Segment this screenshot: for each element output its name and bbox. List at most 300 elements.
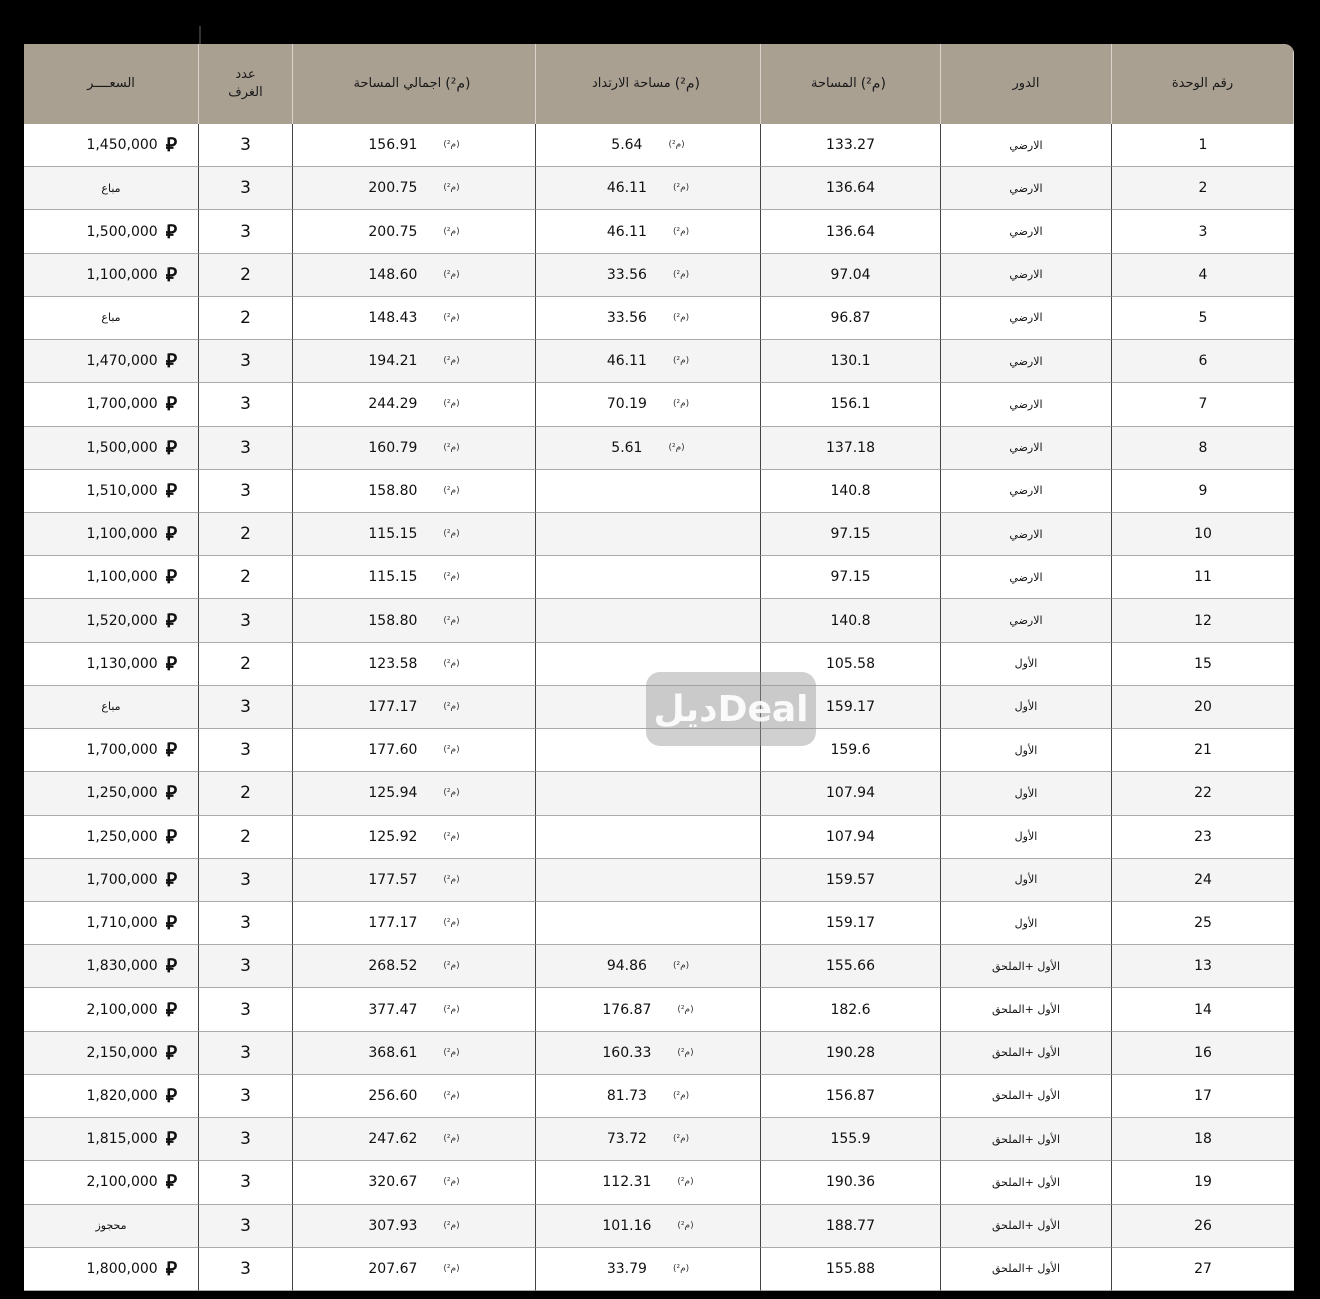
total-area-cell <box>293 686 536 729</box>
total-area-cell <box>293 1161 536 1204</box>
total-area-cell <box>293 210 536 253</box>
unit-number: 16 <box>1194 1044 1212 1061</box>
rooms-count: 3 <box>240 1258 251 1279</box>
floor-cell <box>941 1118 1112 1161</box>
unit-number-cell <box>1112 210 1294 253</box>
area-value: 155.9 <box>830 1131 871 1148</box>
sqm-unit-label: (م²) <box>672 183 690 194</box>
rooms-cell <box>199 210 293 253</box>
rooms-count: 3 <box>240 1129 251 1150</box>
rooms-count: 3 <box>240 1215 251 1236</box>
unit-number: 12 <box>1194 612 1212 629</box>
total-area-value: 158.80 <box>368 482 418 499</box>
total-area-value: 156.91 <box>368 137 418 154</box>
area-value: 159.17 <box>826 698 875 715</box>
price-cell <box>24 1032 199 1075</box>
setback-area-value: 5.64 <box>611 137 643 154</box>
total-area-cell <box>293 470 536 513</box>
rooms-cell <box>199 1075 293 1118</box>
sqm-unit-label: (م²) <box>672 399 690 410</box>
rooms-count: 2 <box>240 524 251 545</box>
setback-area-cell <box>536 1161 761 1204</box>
floor-cell <box>941 988 1112 1031</box>
riyal-icon: ⃁ <box>165 263 176 286</box>
unit-number: 22 <box>1194 785 1212 802</box>
header-rooms: عدد الغرف <box>199 44 293 124</box>
price-cell <box>24 254 199 297</box>
area-value: 97.15 <box>830 569 871 586</box>
price-value: 1,520,000 <box>86 612 158 629</box>
price-cell <box>24 772 199 815</box>
unit-number-cell <box>1112 643 1294 686</box>
floor-cell <box>941 902 1112 945</box>
unit-number: 6 <box>1198 353 1208 370</box>
area-cell <box>761 816 941 859</box>
floor-name: الأول +الملحق <box>991 1262 1061 1276</box>
floor-name: الارضي <box>1009 225 1043 239</box>
area-value: 156.1 <box>830 396 871 413</box>
total-area-value: 268.52 <box>368 958 418 975</box>
area-value: 156.87 <box>826 1087 875 1104</box>
total-area-value: 160.79 <box>368 439 418 456</box>
unit-number-cell <box>1112 556 1294 599</box>
sqm-unit-label: (م²) <box>443 1177 460 1188</box>
floor-name: الأول +الملحق <box>991 1132 1061 1146</box>
price-value: 1,710,000 <box>86 915 158 932</box>
rooms-cell <box>199 945 293 988</box>
total-area-value: 194.21 <box>368 353 418 370</box>
total-area-cell <box>293 254 536 297</box>
setback-area-value: 46.11 <box>606 180 647 197</box>
floor-cell <box>941 210 1112 253</box>
floor-name: الأول +الملحق <box>991 1089 1061 1103</box>
rooms-cell <box>199 556 293 599</box>
floor-name: الارضي <box>1009 138 1043 152</box>
sqm-unit-label: (م²) <box>443 615 460 626</box>
unit-number: 19 <box>1194 1174 1212 1191</box>
floor-cell <box>941 643 1112 686</box>
unit-number-cell <box>1112 686 1294 729</box>
price-value: 1,700,000 <box>86 396 158 413</box>
rooms-cell <box>199 1248 293 1291</box>
area-value: 130.1 <box>830 353 871 370</box>
setback-area-value: 81.73 <box>606 1087 647 1104</box>
setback-area-cell <box>536 556 761 599</box>
header-setback-area: مساحة الارتداد (م²) <box>536 44 761 124</box>
price-cell <box>24 167 199 210</box>
total-area-value: 177.57 <box>368 871 418 888</box>
floor-name: الأول +الملحق <box>991 1175 1061 1189</box>
floor-cell <box>941 1075 1112 1118</box>
setback-area-cell <box>536 167 761 210</box>
rooms-count: 3 <box>240 740 251 761</box>
unit-number-cell <box>1112 902 1294 945</box>
price-value: 1,800,000 <box>86 1260 158 1277</box>
rooms-cell <box>199 816 293 859</box>
setback-area-cell <box>536 383 761 426</box>
riyal-icon: ⃁ <box>165 350 176 373</box>
price-cell <box>24 686 199 729</box>
sqm-unit-label: (م²) <box>443 356 460 367</box>
unit-number: 8 <box>1198 439 1208 456</box>
rooms-count: 2 <box>240 567 251 588</box>
sqm-unit-label: (م²) <box>677 1047 694 1058</box>
price-value: 1,100,000 <box>86 266 158 283</box>
area-value: 188.77 <box>826 1217 875 1234</box>
area-value: 136.64 <box>826 223 875 240</box>
sqm-unit-label: (م²) <box>668 442 685 453</box>
unit-number: 21 <box>1194 742 1212 759</box>
area-cell <box>761 1032 941 1075</box>
floor-name: الارضي <box>1009 354 1043 368</box>
floor-cell <box>941 383 1112 426</box>
area-cell <box>761 427 941 470</box>
total-area-value: 368.61 <box>368 1044 418 1061</box>
area-value: 105.58 <box>826 655 875 672</box>
total-area-value: 115.15 <box>368 526 418 543</box>
unit-number-cell <box>1112 1248 1294 1291</box>
floor-cell <box>941 599 1112 642</box>
price-cell <box>24 556 199 599</box>
unit-number: 13 <box>1194 958 1212 975</box>
area-cell <box>761 124 941 167</box>
unit-number: 25 <box>1194 915 1212 932</box>
riyal-icon: ⃁ <box>165 1041 176 1064</box>
setback-area-cell <box>536 945 761 988</box>
total-area-value: 307.93 <box>368 1217 418 1234</box>
price-value: 1,450,000 <box>86 137 158 154</box>
floor-name: الارضي <box>1009 397 1043 411</box>
area-cell <box>761 988 941 1031</box>
price-table-page <box>24 44 1294 1291</box>
price-value: 2,150,000 <box>86 1044 158 1061</box>
rooms-cell <box>199 1205 293 1248</box>
rooms-cell <box>199 124 293 167</box>
floor-name: الأول +الملحق <box>991 1046 1061 1060</box>
area-cell <box>761 859 941 902</box>
area-cell <box>761 599 941 642</box>
area-value: 140.8 <box>830 612 871 629</box>
rooms-cell <box>199 988 293 1031</box>
area-cell <box>761 1161 941 1204</box>
price-value: 1,500,000 <box>86 439 158 456</box>
floor-name: الارضي <box>1009 614 1043 628</box>
area-value: 140.8 <box>830 482 871 499</box>
rooms-cell <box>199 297 293 340</box>
rooms-count: 3 <box>240 956 251 977</box>
rooms-cell <box>199 1032 293 1075</box>
setback-area-value: 94.86 <box>606 958 647 975</box>
riyal-icon: ⃁ <box>165 609 176 632</box>
rooms-count: 2 <box>240 653 251 674</box>
total-area-cell <box>293 513 536 556</box>
rooms-cell <box>199 1118 293 1161</box>
setback-area-value: 33.56 <box>606 309 647 326</box>
unit-number: 15 <box>1194 655 1212 672</box>
sqm-unit-label: (م²) <box>677 1220 694 1231</box>
rooms-count: 3 <box>240 999 251 1020</box>
riyal-icon: ⃁ <box>165 479 176 502</box>
sqm-unit-label: (م²) <box>672 1090 690 1101</box>
sqm-unit-label: (م²) <box>443 312 460 323</box>
riyal-icon: ⃁ <box>165 393 176 416</box>
total-area-value: 320.67 <box>368 1174 418 1191</box>
unit-number-cell <box>1112 340 1294 383</box>
price-cell <box>24 1205 199 1248</box>
rooms-count: 2 <box>240 826 251 847</box>
unit-number: 2 <box>1198 180 1208 197</box>
setback-area-cell <box>536 1205 761 1248</box>
area-cell <box>761 556 941 599</box>
area-value: 97.15 <box>830 526 871 543</box>
sqm-unit-label: (م²) <box>672 1134 690 1145</box>
setback-area-cell <box>536 340 761 383</box>
unit-number-cell <box>1112 124 1294 167</box>
total-area-cell <box>293 729 536 772</box>
riyal-icon: ⃁ <box>165 1084 176 1107</box>
riyal-icon: ⃁ <box>165 220 176 243</box>
sqm-unit-label: (م²) <box>443 1220 460 1231</box>
rooms-count: 3 <box>240 869 251 890</box>
sqm-unit-label: (م²) <box>443 788 460 799</box>
total-area-cell <box>293 340 536 383</box>
rooms-count: 3 <box>240 437 251 458</box>
price-value: 1,700,000 <box>86 742 158 759</box>
sqm-unit-label: (م²) <box>668 140 685 151</box>
area-cell <box>761 1075 941 1118</box>
setback-area-value: 46.11 <box>606 353 647 370</box>
total-area-cell <box>293 167 536 210</box>
sqm-unit-label: (م²) <box>443 918 460 929</box>
rooms-cell <box>199 254 293 297</box>
floor-cell <box>941 1032 1112 1075</box>
price-cell <box>24 729 199 772</box>
total-area-cell <box>293 1032 536 1075</box>
total-area-cell <box>293 556 536 599</box>
floor-name: الارضي <box>1009 441 1043 455</box>
sqm-unit-label: (م²) <box>672 312 690 323</box>
rooms-count: 3 <box>240 1085 251 1106</box>
sqm-unit-label: (م²) <box>443 701 460 712</box>
price-cell <box>24 470 199 513</box>
floor-cell <box>941 1205 1112 1248</box>
area-cell <box>761 1118 941 1161</box>
total-area-cell <box>293 1248 536 1291</box>
unit-number: 23 <box>1194 828 1212 845</box>
unit-number: 20 <box>1194 698 1212 715</box>
price-cell <box>24 427 199 470</box>
unit-number-cell <box>1112 167 1294 210</box>
sqm-unit-label: (م²) <box>443 1047 460 1058</box>
total-area-value: 148.43 <box>368 309 418 326</box>
setback-area-value: 5.61 <box>611 439 643 456</box>
price-cell <box>24 988 199 1031</box>
total-area-cell <box>293 1118 536 1161</box>
unit-number: 5 <box>1198 309 1208 326</box>
unit-number: 7 <box>1198 396 1208 413</box>
price-cell <box>24 1118 199 1161</box>
riyal-icon: ⃁ <box>165 1171 176 1194</box>
total-area-value: 377.47 <box>368 1001 418 1018</box>
rooms-count: 3 <box>240 178 251 199</box>
deal-watermark-logo: ديلDeal <box>646 672 816 746</box>
total-area-value: 247.62 <box>368 1131 418 1148</box>
riyal-icon: ⃁ <box>165 566 176 589</box>
unit-number: 1 <box>1198 137 1208 154</box>
total-area-cell <box>293 297 536 340</box>
riyal-icon: ⃁ <box>165 868 176 891</box>
total-area-value: 256.60 <box>368 1087 418 1104</box>
sqm-unit-label: (م²) <box>443 226 460 237</box>
unit-number: 4 <box>1198 266 1208 283</box>
unit-number: 24 <box>1194 871 1212 888</box>
total-area-cell <box>293 599 536 642</box>
area-cell <box>761 210 941 253</box>
setback-area-cell <box>536 1075 761 1118</box>
sqm-unit-label: (م²) <box>443 1263 460 1274</box>
price-value: 1,500,000 <box>86 223 158 240</box>
area-cell <box>761 470 941 513</box>
floor-cell <box>941 945 1112 988</box>
area-value: 159.57 <box>826 871 875 888</box>
area-cell <box>761 340 941 383</box>
unit-number: 14 <box>1194 1001 1212 1018</box>
price-value: 1,815,000 <box>86 1131 158 1148</box>
total-area-value: 207.67 <box>368 1260 418 1277</box>
total-area-value: 123.58 <box>368 655 418 672</box>
price-value: 1,470,000 <box>86 353 158 370</box>
unit-number-cell <box>1112 1161 1294 1204</box>
rooms-count: 3 <box>240 1172 251 1193</box>
sqm-unit-label: (م²) <box>443 1004 460 1015</box>
area-value: 155.66 <box>826 958 875 975</box>
sqm-unit-label: (م²) <box>443 1134 460 1145</box>
floor-name: الأول <box>1014 873 1038 887</box>
floor-cell <box>941 254 1112 297</box>
unit-number: 11 <box>1194 569 1212 586</box>
area-value: 190.28 <box>826 1044 875 1061</box>
unit-number-cell <box>1112 599 1294 642</box>
header-floor: الدور <box>941 44 1112 124</box>
setback-area-cell <box>536 772 761 815</box>
riyal-icon: ⃁ <box>165 739 176 762</box>
setback-area-cell <box>536 1248 761 1291</box>
total-area-cell <box>293 772 536 815</box>
riyal-icon: ⃁ <box>165 912 176 935</box>
floor-name: الأول <box>1014 700 1038 714</box>
rooms-count: 3 <box>240 394 251 415</box>
price-cell <box>24 902 199 945</box>
unit-number-cell <box>1112 427 1294 470</box>
area-cell <box>761 1248 941 1291</box>
area-cell <box>761 1205 941 1248</box>
rooms-cell <box>199 729 293 772</box>
unit-number: 10 <box>1194 526 1212 543</box>
setback-area-cell <box>536 427 761 470</box>
setback-area-cell <box>536 599 761 642</box>
floor-name: الارضي <box>1009 527 1043 541</box>
total-area-value: 244.29 <box>368 396 418 413</box>
area-cell <box>761 167 941 210</box>
sqm-unit-label: (م²) <box>672 1263 690 1274</box>
riyal-icon: ⃁ <box>165 998 176 1021</box>
area-cell <box>761 772 941 815</box>
floor-cell <box>941 859 1112 902</box>
rooms-cell <box>199 383 293 426</box>
floor-cell <box>941 470 1112 513</box>
rooms-count: 3 <box>240 135 251 156</box>
sqm-unit-label: (م²) <box>672 226 690 237</box>
unit-number-cell <box>1112 470 1294 513</box>
floor-cell <box>941 124 1112 167</box>
area-value: 159.17 <box>826 915 875 932</box>
area-value: 137.18 <box>826 439 875 456</box>
rooms-count: 3 <box>240 351 251 372</box>
sqm-unit-label: (م²) <box>443 658 460 669</box>
sqm-unit-label: (م²) <box>443 183 460 194</box>
area-value: 155.88 <box>826 1260 875 1277</box>
price-value: 1,830,000 <box>86 958 158 975</box>
total-area-cell <box>293 643 536 686</box>
total-area-cell <box>293 859 536 902</box>
total-area-cell <box>293 816 536 859</box>
total-area-value: 115.15 <box>368 569 418 586</box>
area-value: 133.27 <box>826 137 875 154</box>
rooms-count: 2 <box>240 783 251 804</box>
floor-cell <box>941 729 1112 772</box>
unit-number-cell <box>1112 945 1294 988</box>
floor-name: الأول <box>1014 657 1038 671</box>
riyal-icon: ⃁ <box>165 782 176 805</box>
setback-area-value: 33.56 <box>606 266 647 283</box>
floor-cell <box>941 1248 1112 1291</box>
total-area-cell <box>293 1205 536 1248</box>
sqm-unit-label: (م²) <box>672 961 690 972</box>
riyal-icon: ⃁ <box>165 652 176 675</box>
total-area-cell <box>293 902 536 945</box>
unit-number: 18 <box>1194 1131 1212 1148</box>
rooms-count: 3 <box>240 610 251 631</box>
rooms-count: 3 <box>240 1042 251 1063</box>
setback-area-value: 176.87 <box>602 1001 652 1018</box>
area-cell <box>761 383 941 426</box>
setback-area-cell <box>536 988 761 1031</box>
price-value: 2,100,000 <box>86 1001 158 1018</box>
total-area-cell <box>293 383 536 426</box>
area-cell <box>761 254 941 297</box>
setback-area-value: 70.19 <box>606 396 647 413</box>
unit-status: مباع <box>101 181 121 195</box>
sqm-unit-label: (م²) <box>677 1177 694 1188</box>
setback-area-cell <box>536 254 761 297</box>
setback-area-value: 101.16 <box>602 1217 652 1234</box>
area-cell <box>761 902 941 945</box>
sqm-unit-label: (م²) <box>443 874 460 885</box>
total-area-value: 200.75 <box>368 180 418 197</box>
riyal-icon: ⃁ <box>165 955 176 978</box>
rooms-count: 3 <box>240 221 251 242</box>
sqm-unit-label: (م²) <box>443 1090 460 1101</box>
total-area-value: 200.75 <box>368 223 418 240</box>
price-cell <box>24 599 199 642</box>
unit-status: محجوز <box>95 1219 127 1233</box>
riyal-icon: ⃁ <box>165 134 176 157</box>
rooms-count: 3 <box>240 913 251 934</box>
floor-name: الأول <box>1014 830 1038 844</box>
total-area-value: 148.60 <box>368 266 418 283</box>
unit-number: 17 <box>1194 1087 1212 1104</box>
floor-cell <box>941 816 1112 859</box>
